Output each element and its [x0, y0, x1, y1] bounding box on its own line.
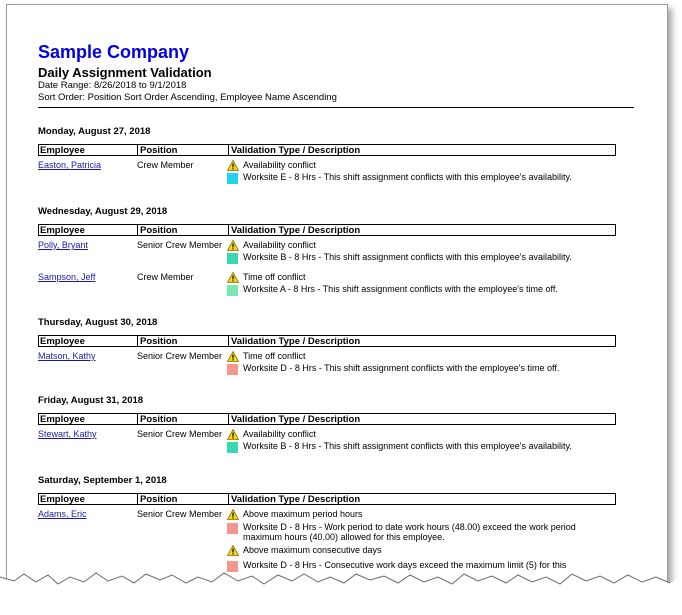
date-range: Date Range: 8/26/2018 to 9/1/2018 — [38, 80, 187, 91]
day-section — [38, 475, 616, 570]
table-header — [38, 335, 616, 347]
day-title: Saturday, September 1, 2018 — [38, 475, 167, 486]
torn-page-edge — [0, 555, 682, 615]
employee-link[interactable]: Polly, Bryant — [38, 240, 88, 250]
warning-triangle-icon — [227, 272, 239, 283]
day-title: Monday, August 27, 2018 — [38, 126, 151, 137]
validation-description: Worksite D - 8 Hrs - This shift assignment conflicts with the employee's time off. — [243, 363, 560, 373]
worksite-color-swatch — [227, 442, 238, 453]
warning-triangle-icon — [227, 509, 239, 520]
validation-column-header: Validation Type / Description — [228, 225, 615, 235]
day-title: Wednesday, August 29, 2018 — [38, 206, 168, 217]
employee-position: Crew Member — [137, 272, 194, 282]
table-header — [38, 413, 616, 425]
table-header — [38, 144, 616, 156]
company-name: Sample Company — [38, 42, 190, 62]
sort-order: Sort Order: Position Sort Order Ascending, Employee Name Ascending — [38, 91, 337, 103]
validation-description: Worksite D - 8 Hrs - Work period to date work hours (48.00) exceed the work period — [243, 522, 576, 532]
position-column-header: Position — [137, 414, 228, 424]
validation-description: Worksite B - 8 Hrs - This shift assignment conflicts with this employee's availability. — [243, 441, 572, 451]
warning-triangle-icon — [227, 351, 239, 362]
worksite-color-swatch — [227, 253, 238, 264]
employee-position: Senior Crew Member — [137, 351, 223, 361]
validation-description: Worksite A - 8 Hrs - This shift assignment conflicts with the employee's time off. — [243, 284, 558, 294]
employee-link[interactable]: Adams, Eric — [38, 509, 87, 519]
employee-link[interactable]: Matson, Kathy — [38, 351, 96, 361]
day-section — [38, 395, 616, 451]
worksite-color-swatch — [227, 285, 238, 296]
validation-column-header: Validation Type / Description — [228, 336, 615, 346]
validation-type: Availability conflict — [243, 160, 316, 170]
employee-position: Senior Crew Member — [137, 509, 223, 519]
position-column-header: Position — [137, 494, 228, 504]
employee-column-header: Employee — [40, 494, 85, 505]
employee-column-header: Employee — [40, 225, 85, 236]
employee-link[interactable]: Sampson, Jeff — [38, 272, 96, 282]
table-header — [38, 493, 616, 505]
validation-column-header: Validation Type / Description — [228, 494, 615, 504]
worksite-color-swatch — [227, 173, 238, 184]
employee-link[interactable]: Stewart, Kathy — [38, 429, 97, 439]
worksite-color-swatch — [227, 364, 238, 375]
validation-type: Time off conflict — [243, 272, 306, 282]
employee-column-header: Employee — [40, 414, 85, 425]
position-column-header: Position — [137, 336, 228, 346]
validation-description: Worksite E - 8 Hrs - This shift assignment conflicts with this employee's availability. — [243, 172, 572, 182]
position-column-header: Position — [137, 145, 228, 155]
validation-type: Above maximum consecutive days — [243, 545, 382, 555]
employee-position: Senior Crew Member — [137, 429, 223, 439]
warning-triangle-icon — [227, 429, 239, 440]
validation-type: Above maximum period hours — [243, 509, 363, 519]
warning-triangle-icon — [227, 160, 239, 171]
day-section — [38, 317, 616, 373]
employee-position: Crew Member — [137, 160, 194, 170]
validation-description-continued: maximum hours (40.00) allowed for this employee. — [243, 532, 445, 542]
validation-type: Availability conflict — [243, 240, 316, 250]
validation-description: Worksite B - 8 Hrs - This shift assignment conflicts with this employee's availability. — [243, 252, 572, 262]
warning-triangle-icon — [227, 240, 239, 251]
report-page — [6, 4, 668, 600]
employee-position: Senior Crew Member — [137, 240, 223, 250]
validation-description: Worksite D - 8 Hrs - Consecutive work days exceed the maximum limit (5) for this — [243, 560, 567, 570]
worksite-color-swatch — [227, 523, 238, 534]
day-section — [38, 126, 616, 182]
validation-type: Availability conflict — [243, 429, 316, 439]
validation-column-header: Validation Type / Description — [228, 414, 615, 424]
header-divider — [38, 107, 634, 108]
employee-column-header: Employee — [40, 336, 85, 347]
validation-type: Time off conflict — [243, 351, 306, 361]
report-title: Daily Assignment Validation — [38, 65, 212, 80]
validation-column-header: Validation Type / Description — [228, 145, 615, 155]
day-title: Friday, August 31, 2018 — [38, 395, 144, 406]
position-column-header: Position — [137, 225, 228, 235]
employee-column-header: Employee — [40, 145, 85, 156]
report-header — [38, 42, 337, 103]
day-section — [38, 206, 616, 294]
employee-link[interactable]: Easton, Patricia — [38, 160, 102, 170]
table-header — [38, 224, 616, 236]
day-title: Thursday, August 30, 2018 — [38, 317, 158, 328]
